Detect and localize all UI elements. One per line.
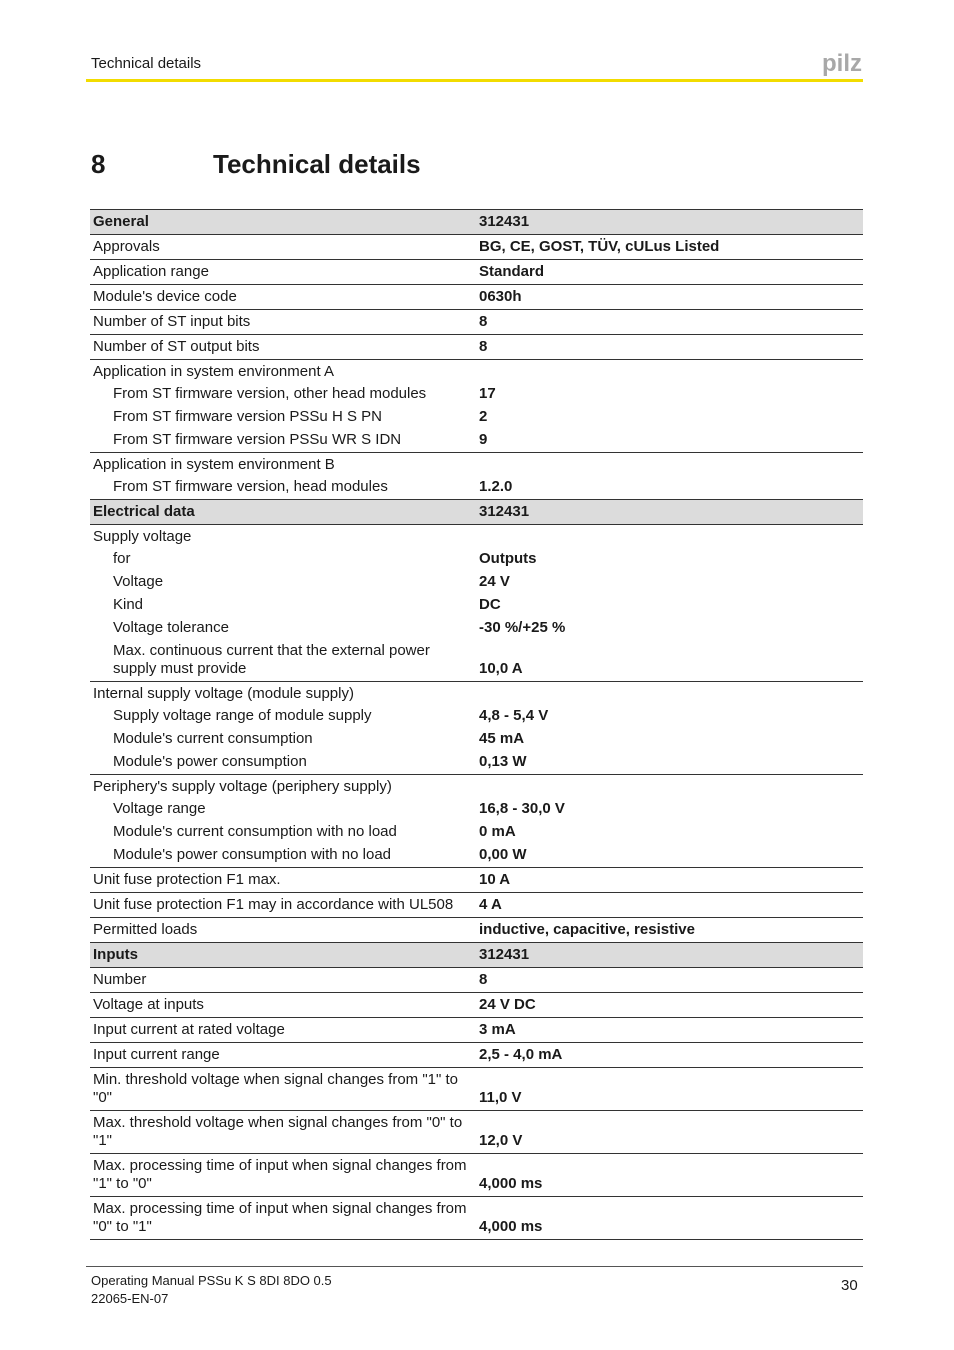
row-label: Module's power consumption	[113, 753, 307, 770]
sub-row	[90, 594, 863, 617]
section-label: General	[93, 213, 149, 230]
row-value: 1.2.0	[479, 478, 513, 495]
table-row	[90, 1154, 863, 1197]
row-value: 3 mA	[479, 1021, 516, 1038]
row-value: 10,0 A	[479, 660, 523, 677]
footer-manual-title: Operating Manual PSSu K S 8DI 8DO 0.5	[91, 1273, 332, 1288]
row-value: 16,8 - 30,0 V	[479, 800, 565, 817]
row-label: Unit fuse protection F1 may in accordance with UL508	[93, 896, 454, 913]
section-inputs	[90, 943, 863, 968]
sub-row	[90, 406, 863, 429]
sub-row	[90, 617, 863, 640]
sub-row	[90, 728, 863, 751]
row-value: Outputs	[479, 550, 537, 567]
pilz-logo	[822, 50, 864, 76]
row-value: 8	[479, 313, 488, 330]
row-value: 24 V DC	[479, 996, 536, 1013]
row-label: Permitted loads	[93, 921, 198, 938]
table-row	[90, 1197, 863, 1240]
sub-row	[90, 821, 863, 844]
row-label: Module's current consumption	[113, 730, 313, 747]
header-divider	[86, 79, 863, 82]
row-value: 10 A	[479, 871, 511, 888]
technical-details-table	[90, 209, 863, 1240]
table-row	[90, 1068, 863, 1111]
table-row	[90, 285, 863, 310]
row-value: 45 mA	[479, 730, 525, 747]
chapter-title: Technical details	[213, 149, 421, 179]
row-label: for	[113, 550, 131, 567]
row-label: Supply voltage range of module supply	[113, 707, 372, 724]
group-label: Internal supply voltage (module supply)	[93, 685, 354, 702]
group-internal-supply	[90, 682, 863, 775]
group-label: Application in system environment B	[93, 456, 335, 473]
row-value: 4,000 ms	[479, 1218, 543, 1235]
page-number: 30	[841, 1277, 858, 1294]
row-label: From ST firmware version PSSu H S PN	[113, 408, 382, 425]
sub-row	[90, 705, 863, 728]
section-label: Inputs	[93, 946, 138, 963]
table-row	[90, 310, 863, 335]
row-label: Unit fuse protection F1 max.	[93, 871, 281, 888]
table-row	[90, 1043, 863, 1068]
section-value: 312431	[479, 503, 530, 520]
row-value: DC	[479, 596, 501, 613]
section-value: 312431	[479, 946, 530, 963]
footer-doc-number: 22065-EN-07	[91, 1291, 169, 1306]
row-label: From ST firmware version, head modules	[113, 478, 388, 495]
section-electrical-data	[90, 500, 863, 525]
group-label: Supply voltage	[93, 528, 192, 545]
row-value: inductive, capacitive, resistive	[479, 921, 695, 938]
group-environment-b	[90, 453, 863, 500]
sub-row	[90, 476, 863, 499]
group-periphery-supply	[90, 775, 863, 868]
row-label: Max. threshold voltage when signal changes from "0" to "1"	[93, 1114, 463, 1149]
group-supply-voltage	[90, 525, 863, 682]
table-row	[90, 1018, 863, 1043]
running-title: Technical details	[91, 55, 202, 72]
row-value: 8	[479, 971, 488, 988]
sub-row	[90, 798, 863, 821]
row-value: 24 V	[479, 573, 510, 590]
table-row	[90, 918, 863, 943]
row-value: 17	[479, 385, 496, 402]
table-row	[90, 235, 863, 260]
footer-divider	[86, 1266, 863, 1267]
row-label: Voltage tolerance	[113, 619, 229, 636]
row-value: Standard	[479, 263, 545, 280]
chapter-number: 8	[91, 149, 106, 179]
row-label: Approvals	[93, 238, 160, 255]
table-row	[90, 335, 863, 360]
row-value: 12,0 V	[479, 1132, 523, 1149]
row-value: 8	[479, 338, 488, 355]
section-general	[90, 210, 863, 235]
sub-row	[90, 548, 863, 571]
section-value: 312431	[479, 213, 530, 230]
row-value: -30 %/+25 %	[479, 619, 566, 636]
row-label: Module's current consumption with no load	[113, 823, 397, 840]
table-row	[90, 968, 863, 993]
row-value: 0630h	[479, 288, 522, 305]
table-row	[90, 893, 863, 918]
row-label: From ST firmware version PSSu WR S IDN	[113, 431, 402, 448]
sub-row	[90, 751, 863, 774]
group-label: Periphery's supply voltage (periphery supply)	[93, 778, 392, 795]
row-value: 0,13 W	[479, 753, 527, 770]
row-value: BG, CE, GOST, TÜV, cULus Listed	[479, 238, 720, 255]
sub-row	[90, 640, 863, 681]
row-label: Voltage at inputs	[93, 996, 204, 1013]
group-label: Application in system environment A	[93, 363, 334, 380]
row-value: 0,00 W	[479, 846, 527, 863]
row-label: Application range	[93, 263, 209, 280]
row-label: Voltage	[113, 573, 164, 590]
table-row	[90, 993, 863, 1018]
row-label: Max. processing time of input when signal changes from "0" to "1"	[93, 1200, 467, 1235]
row-label: Input current range	[93, 1046, 220, 1063]
page-header	[91, 54, 863, 82]
row-label: From ST firmware version, other head modules	[113, 385, 427, 402]
row-value: 4,8 - 5,4 V	[479, 707, 549, 724]
row-label: Voltage range	[113, 800, 206, 817]
row-value: 4 A	[479, 896, 502, 913]
row-label: Max. continuous current that the external power supply must provide	[113, 642, 430, 677]
row-label: Number of ST input bits	[93, 313, 251, 330]
sub-row	[90, 571, 863, 594]
row-value: 2	[479, 408, 488, 425]
section-label: Electrical data	[93, 503, 195, 520]
row-label: Module's power consumption with no load	[113, 846, 392, 863]
row-label: Min. threshold voltage when signal changes from "1" to "0"	[93, 1071, 459, 1106]
sub-row	[90, 844, 863, 867]
row-value: 11,0 V	[479, 1089, 522, 1106]
row-label: Number	[93, 971, 147, 988]
table-row	[90, 1111, 863, 1154]
row-label: Max. processing time of input when signal changes from "1" to "0"	[93, 1157, 467, 1192]
row-label: Input current at rated voltage	[93, 1021, 285, 1038]
group-environment-a	[90, 360, 863, 453]
row-value: 2,5 - 4,0 mA	[479, 1046, 563, 1063]
table-row	[90, 260, 863, 285]
row-value: 9	[479, 431, 488, 448]
sub-row	[90, 383, 863, 406]
row-value: 0 mA	[479, 823, 516, 840]
row-value: 4,000 ms	[479, 1175, 543, 1192]
sub-row	[90, 429, 863, 452]
table-row	[90, 868, 863, 893]
row-label: Module's device code	[93, 288, 237, 305]
row-label: Kind	[113, 596, 144, 613]
row-label: Number of ST output bits	[93, 338, 260, 355]
svg-text:pilz: pilz	[822, 50, 862, 76]
